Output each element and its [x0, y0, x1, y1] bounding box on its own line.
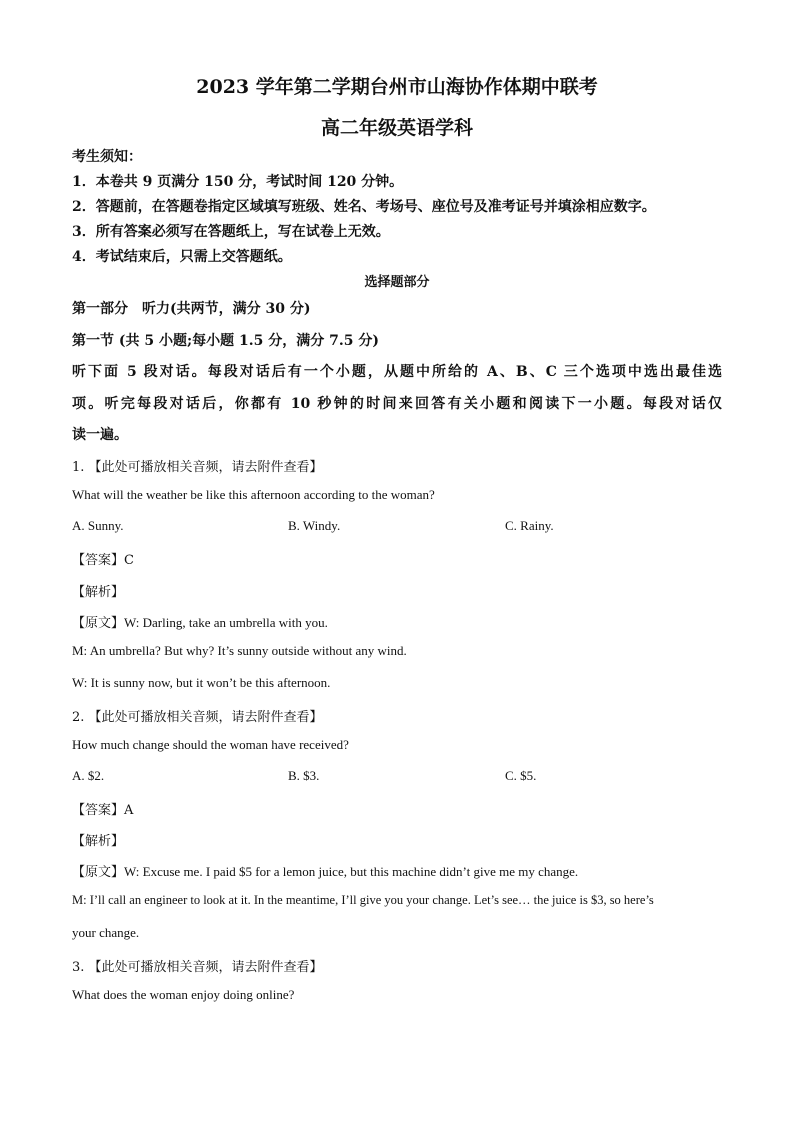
exam-title: 2023 学年第二学期台州市山海协作体期中联考	[196, 76, 598, 98]
notice-item: 1．本卷共 9 页满分 150 分，考试时间 120 分钟。	[72, 174, 404, 190]
instructions-line: 听下面 5 段对话。每段对话后有一个小题，从题中所给的 A、B、C 三个选项中选出最佳选	[72, 364, 722, 380]
question-audio-label: 1. 【此处可播放相关音频，请去附件查看】	[72, 460, 323, 475]
transcript-line: 【原文】W: Darling, take an umbrella with you.	[72, 615, 328, 630]
notice-item: 4．考试结束后，只需上交答题纸。	[72, 249, 292, 265]
instructions-line: 项。听完每段对话后，你都有 10 秒钟的时间来回答有关小题和阅读下一小题。每段对话仅	[72, 396, 722, 412]
exam-subtitle: 高二年级英语学科	[320, 117, 473, 139]
part1-heading: 第一部分 听力(共两节，满分 30 分)	[72, 301, 311, 317]
notice-item: 3．所有答案必须写在答题纸上，写在试卷上无效。	[72, 224, 390, 240]
answer-label: 【答案】C	[72, 553, 134, 568]
notice-heading: 考生须知：	[72, 149, 142, 165]
transcript-line: your change.	[72, 925, 140, 940]
option-c: C. Rainy.	[505, 518, 554, 533]
question-text: What does the woman enjoy doing online?	[72, 987, 295, 1002]
option-b: B. $3.	[288, 768, 320, 783]
question-text: What will the weather be like this afternoon according to the woman?	[72, 487, 435, 502]
transcript-line: W: It is sunny now, but it won’t be this afternoon.	[72, 675, 331, 690]
transcript-line: 【原文】W: Excuse me. I paid $5 for a lemon juice, but this machine didn’t give me my change.	[72, 864, 579, 879]
option-a: A. Sunny.	[72, 518, 124, 533]
option-a: A. $2.	[72, 768, 105, 783]
instructions-line: 读一遍。	[72, 427, 128, 443]
section-title: 选择题部分	[364, 275, 430, 290]
analysis-label: 【解析】	[72, 585, 125, 600]
section1-heading: 第一节 (共 5 小题;每小题 1.5 分，满分 7.5 分)	[72, 333, 379, 349]
transcript-line: M: I’ll call an engineer to look at it. In the meantime, I’ll give you your change. Let’s see… the juice is $3, so here’s	[72, 893, 654, 907]
analysis-label: 【解析】	[72, 834, 125, 849]
question-text: How much change should the woman have received?	[72, 737, 349, 752]
notice-item: 2．答题前，在答题卷指定区域填写班级、姓名、考场号、座位号及准考证号并填涂相应数字。	[72, 199, 656, 215]
question-audio-label: 3. 【此处可播放相关音频，请去附件查看】	[72, 960, 323, 975]
answer-label: 【答案】A	[72, 803, 134, 818]
option-b: B. Windy.	[288, 518, 341, 533]
transcript-line: M: An umbrella? But why? It’s sunny outside without any wind.	[72, 643, 407, 658]
question-audio-label: 2. 【此处可播放相关音频，请去附件查看】	[72, 710, 323, 725]
option-c: C. $5.	[505, 768, 537, 783]
